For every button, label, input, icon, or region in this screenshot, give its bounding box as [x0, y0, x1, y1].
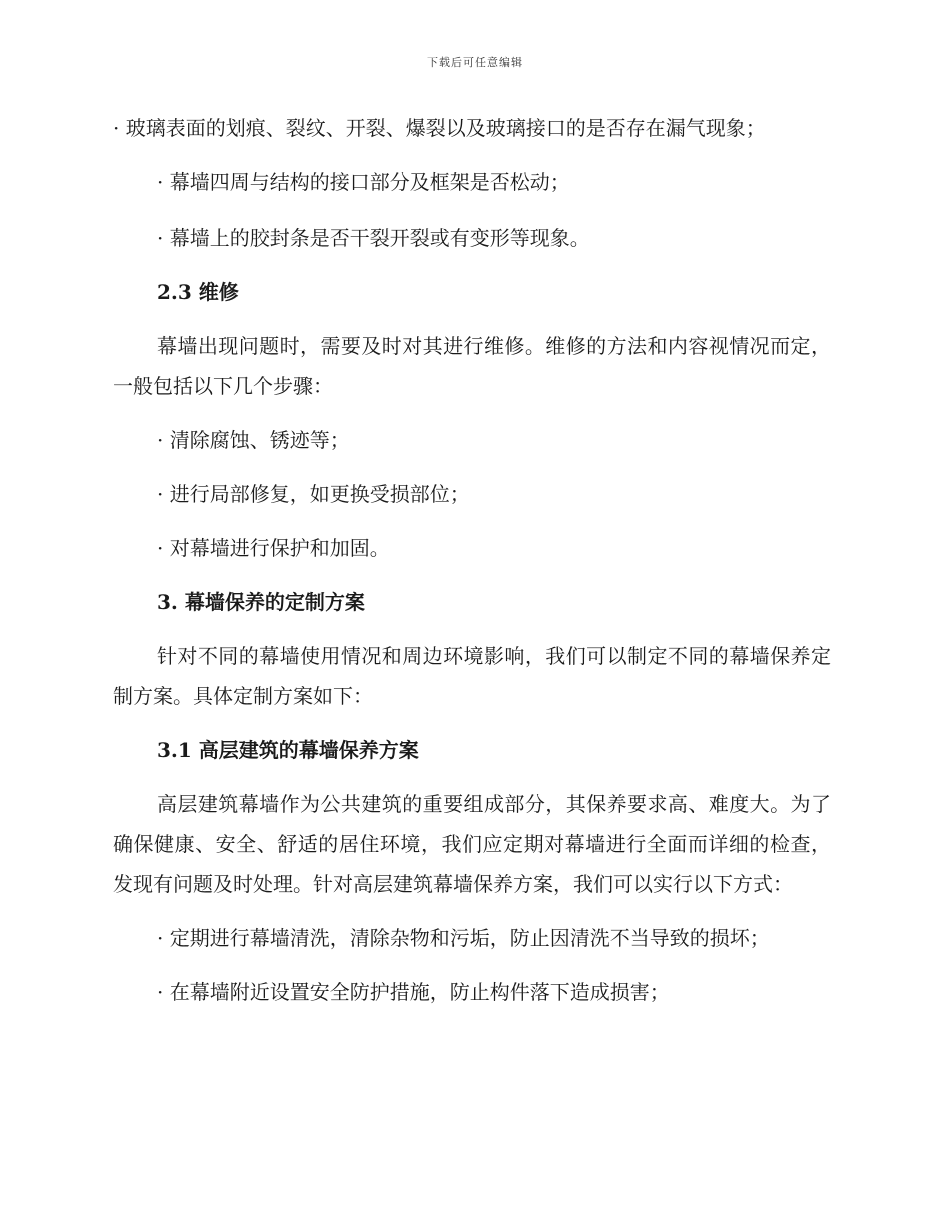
document-body: [113, 108, 831, 1026]
bullet-item: · 幕墙上的胶封条是否干裂开裂或有变形等现象。: [157, 226, 590, 250]
body-paragraph: 高层建筑幕墙作为公共建筑的重要组成部分，其保养要求高、难度大。为了确保健康、安全、舒适的居住环境，我们应定期对幕墙进行全面而详细的检查，发现有问题及时处理。针对高层建筑幕墙保养方案，我们可以实行以下方式：: [113, 792, 831, 896]
bullet-item: · 定期进行幕墙清洗，清除杂物和污垢，防止因清洗不当导致的损坏；: [157, 926, 770, 950]
section-heading: 3. 幕墙保养的定制方案: [157, 590, 365, 614]
bullet-item: · 清除腐蚀、锈迹等；: [157, 428, 350, 452]
section-heading: 3.1 高层建筑的幕墙保养方案: [157, 738, 419, 762]
bullet-item: · 对幕墙进行保护和加固。: [157, 536, 390, 560]
bullet-item: · 在幕墙附近设置安全防护措施，防止构件落下造成损害；: [157, 980, 670, 1004]
bullet-item: · 进行局部修复，如更换受损部位；: [157, 482, 470, 506]
bullet-item: · 玻璃表面的划痕、裂纹、开裂、爆裂以及玻璃接口的是否存在漏气现象；: [113, 116, 766, 140]
body-paragraph: 针对不同的幕墙使用情况和周边环境影响，我们可以制定不同的幕墙保养定制方案。具体定制方案如下：: [113, 644, 831, 708]
section-heading: 2.3 维修: [157, 280, 239, 304]
body-paragraph: 幕墙出现问题时，需要及时对其进行维修。维修的方法和内容视情况而定，一般包括以下几个步骤：: [113, 334, 831, 398]
bullet-item: · 幕墙四周与结构的接口部分及框架是否松动；: [157, 170, 570, 194]
page-header-note: 下载后可任意编辑: [427, 56, 523, 69]
